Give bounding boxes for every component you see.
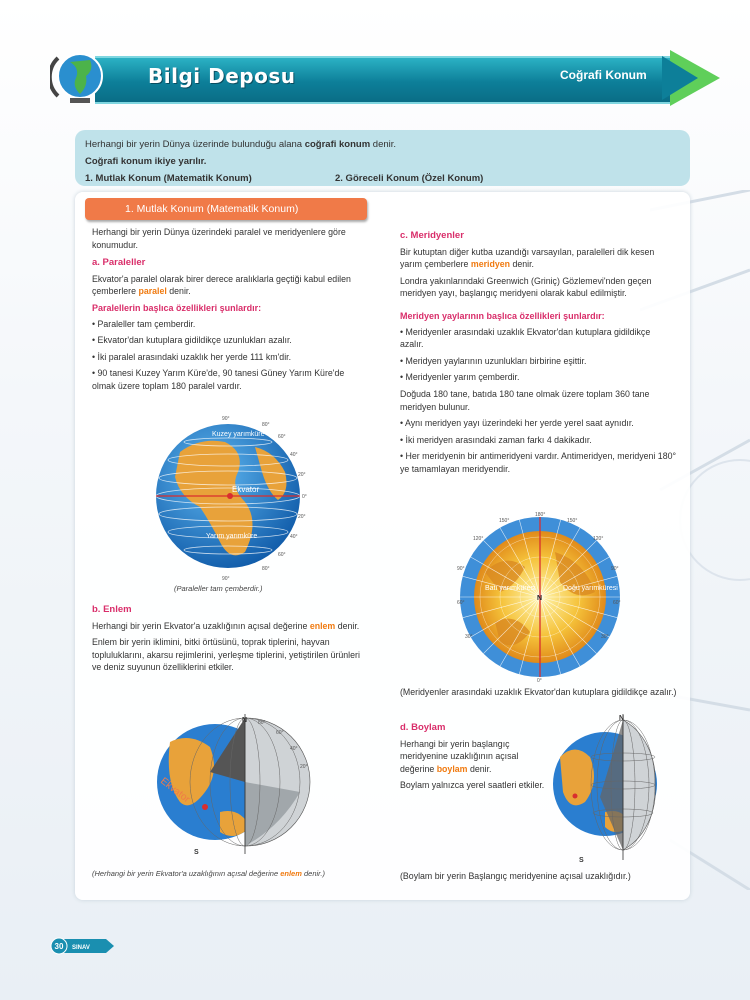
svg-text:80°: 80° [258, 720, 266, 726]
globe2-caption-post: denir.) [301, 869, 325, 878]
brand-name: SINAV [72, 945, 90, 951]
intro-line2 [85, 153, 680, 170]
svg-text:60°: 60° [278, 552, 286, 558]
globe3-caption: (Meridyenler arasındaki uzaklık Ekvator'dan kutuplara gidildikçe azalır.) [400, 687, 677, 697]
globe1-caption: (Paraleller tam çemberdir.) [174, 584, 263, 593]
enlem-title: b. Enlem [92, 604, 132, 615]
intro-line1-end: denir. [370, 139, 397, 150]
svg-text:90°: 90° [222, 576, 230, 582]
paraleller-title: a. Paraleller [92, 257, 146, 269]
svg-text:120°: 120° [473, 536, 484, 542]
meridyen-count: Doğuda 180 tane, batıda 180 tane olmak üzere toplam 360 tane meridyen bulunur. [400, 388, 650, 412]
svg-text:60°: 60° [457, 600, 465, 606]
svg-text:0°: 0° [302, 494, 307, 500]
svg-text:40°: 40° [290, 534, 298, 540]
svg-text:150°: 150° [567, 518, 578, 524]
globe1-north-label: Kuzey yarımküre [212, 431, 265, 438]
enlem-text [92, 620, 368, 633]
svg-text:90°: 90° [222, 416, 230, 422]
boylam-highlight: boylam [436, 763, 468, 774]
page-number: 30 [54, 942, 64, 951]
enlem-text-post: denir. [335, 620, 360, 631]
intro-items [85, 170, 680, 187]
svg-text:20°: 20° [298, 472, 306, 478]
mutlak-definition: Herhangi bir yerin Dünya üzerindeki paralel ve meridyenlere göre konumudur. [92, 227, 346, 250]
meridyenler-title: c. Meridyenler [400, 230, 464, 241]
globe4-north-label: N [619, 715, 625, 722]
boylam-def-post: denir. [467, 763, 492, 774]
intro-line2-text: Coğrafi konum ikiye yarılır. [85, 156, 207, 167]
globe2-caption [92, 868, 372, 879]
enlem-text-pre: Herhangi bir yerin Ekvator'a uzaklığının açısal değerine [92, 620, 310, 631]
enlem-highlight: enlem [309, 620, 336, 631]
left-column-enlem [92, 598, 368, 678]
meridyen-def [400, 246, 676, 271]
globe1-equator-label: Ekvator [232, 485, 260, 494]
meridyen-bullet: • Meridyen yaylarının uzunlukları birbirine eşittir. [400, 355, 587, 366]
right-column [400, 224, 676, 480]
meridyen-bullet: • İki meridyen arasındaki zaman farkı 4 dakikadır. [400, 434, 592, 445]
meridyen-def-pre: Bir kutuptan diğer kutba uzandığı varsayılan, paralelleri dik kesen yarım çemberlere [400, 246, 655, 270]
left-column [92, 226, 368, 397]
paraleller-bullet: • Paraleller tam çemberdir. [92, 318, 196, 329]
intro-line1-text: Herhangi bir yerin Dünya üzerinde bulunduğu alana [85, 139, 305, 150]
globe3-north-label: N [537, 595, 543, 602]
globe2-caption-hl: enlem [280, 869, 302, 878]
intro-item-2: 2. Göreceli Konum (Özel Konum) [335, 173, 484, 184]
svg-text:30°: 30° [465, 634, 473, 640]
paraleller-text-pre: Ekvator'a paralel olarak birer derece aralıklarla geçtiği kabul edilen çemberlere [92, 273, 351, 297]
greenwich-text: Londra yakınlarındaki Greenwich (Griniç) Gözlemevi'nden geçen meridyen yayı, başlangıç meridyeni olarak kabul edilmiştir. [400, 275, 652, 299]
svg-text:120°: 120° [593, 536, 604, 542]
svg-text:20°: 20° [300, 764, 308, 770]
intro-box [75, 130, 690, 186]
header-title: Bilgi Deposu [148, 64, 296, 88]
meridians-polar-figure [455, 512, 625, 682]
svg-text:60°: 60° [613, 600, 621, 606]
globe2-north-label: N [242, 717, 248, 724]
globe3-east-label: Doğu yarımküresi [563, 585, 618, 592]
meridyen-bullet: • Her meridyenin bir antimeridyeni vardır. Antimeridyen, meridyeni 180° ye tamamlayan meridyendir. [400, 451, 676, 474]
svg-text:150°: 150° [499, 518, 510, 524]
intro-line1 [85, 136, 680, 153]
globe4-south-label: S [579, 857, 584, 864]
svg-text:30°: 30° [601, 634, 609, 640]
globe3-west-label: Batı yarımküresi [485, 585, 536, 592]
parallels-globe-figure [150, 412, 315, 582]
meridyen-highlight: meridyen [470, 259, 511, 270]
paraleller-bullet: • İki paralel arasındaki uzaklık her yerde 111 km'dir. [92, 351, 292, 362]
globe1-south-label: Yarım yarımküre [206, 533, 258, 540]
svg-text:40°: 40° [290, 452, 298, 458]
svg-text:40°: 40° [290, 746, 298, 752]
globe4-caption: (Boylam bir yerin Başlangıç meridyenine açısal uzaklığıdır.) [400, 871, 631, 881]
intro-item-1: 1. Mutlak Konum (Matematik Konum) [85, 173, 252, 184]
intro-line1-bold: coğrafi konum [304, 139, 371, 150]
svg-text:60°: 60° [276, 730, 284, 736]
boylam-def-pre: Herhangi bir yerin başlangıç meridyenine uzaklığının açısal değerine [400, 738, 519, 774]
section-pill: 1. Mutlak Konum (Matematik Konum) [85, 198, 367, 220]
boylam-def [400, 738, 548, 776]
svg-text:90°: 90° [457, 566, 465, 572]
globe-stand-icon [50, 50, 106, 106]
globe2-caption-pre: (Herhangi bir yerin Ekvator'a uzaklığının açısal değerine [92, 869, 281, 878]
svg-text:90°: 90° [611, 566, 619, 572]
svg-text:180°: 180° [535, 512, 546, 518]
section-header [50, 50, 720, 106]
boylam-title: d. Boylam [400, 722, 446, 733]
boylam-column [400, 716, 548, 796]
latitude-globe-figure [150, 712, 325, 862]
meridyen-def-post: denir. [510, 259, 534, 270]
header-arrow-inner [662, 56, 698, 100]
svg-text:60°: 60° [278, 434, 286, 440]
enlem-effects: Enlem bir yerin iklimini, bitki örtüsünü, toprak tiplerini, hayvan topluluklarını, akarsu rejimlerini, yerleşme tiplerini, yetiştirilen ürünleri ve deniz suyunun özelliklerini etkiler. [92, 637, 360, 673]
paraleller-text-post: denir. [166, 286, 191, 297]
globe2-equator-label: Ekvator [158, 775, 192, 806]
page-number-badge [50, 937, 114, 955]
boylam-effect: Boylam yalnızca yerel saatleri etkiler. [400, 780, 545, 791]
paraleller-bullet: • Ekvator'dan kutuplara gidildikçe uzunlukları azalır. [92, 335, 292, 346]
svg-text:0°: 0° [537, 678, 542, 682]
svg-text:20°: 20° [298, 514, 306, 520]
svg-text:80°: 80° [262, 422, 270, 428]
meridyen-bullet: • Meridyenler arasındaki uzaklık Ekvator'dan kutuplara gidildikçe azalır. [400, 326, 651, 350]
meridyen-bullet: • Meridyenler yarım çemberdir. [400, 372, 520, 383]
longitude-globe-figure [545, 712, 670, 864]
paraleller-bullet: • 90 tanesi Kuzey Yarım Küre'de, 90 tanesi Güney Yarım Küre'de olmak üzere toplam 180 paralel vardır. [92, 368, 345, 391]
paraleller-text [92, 273, 368, 298]
svg-text:80°: 80° [262, 566, 270, 572]
paraleller-subtitle: Paralellerin başlıca özellikleri şunlardır: [92, 302, 262, 313]
paraleller-highlight: paralel [138, 286, 167, 297]
globe2-south-label: S [194, 849, 199, 856]
header-topic: Coğrafi Konum [560, 68, 647, 82]
meridyen-subtitle: Meridyen yaylarının başlıca özellikleri şunlardır: [400, 310, 605, 321]
meridyen-bullet: • Aynı meridyen yayı üzerindeki her yerde yerel saat aynıdır. [400, 418, 634, 429]
